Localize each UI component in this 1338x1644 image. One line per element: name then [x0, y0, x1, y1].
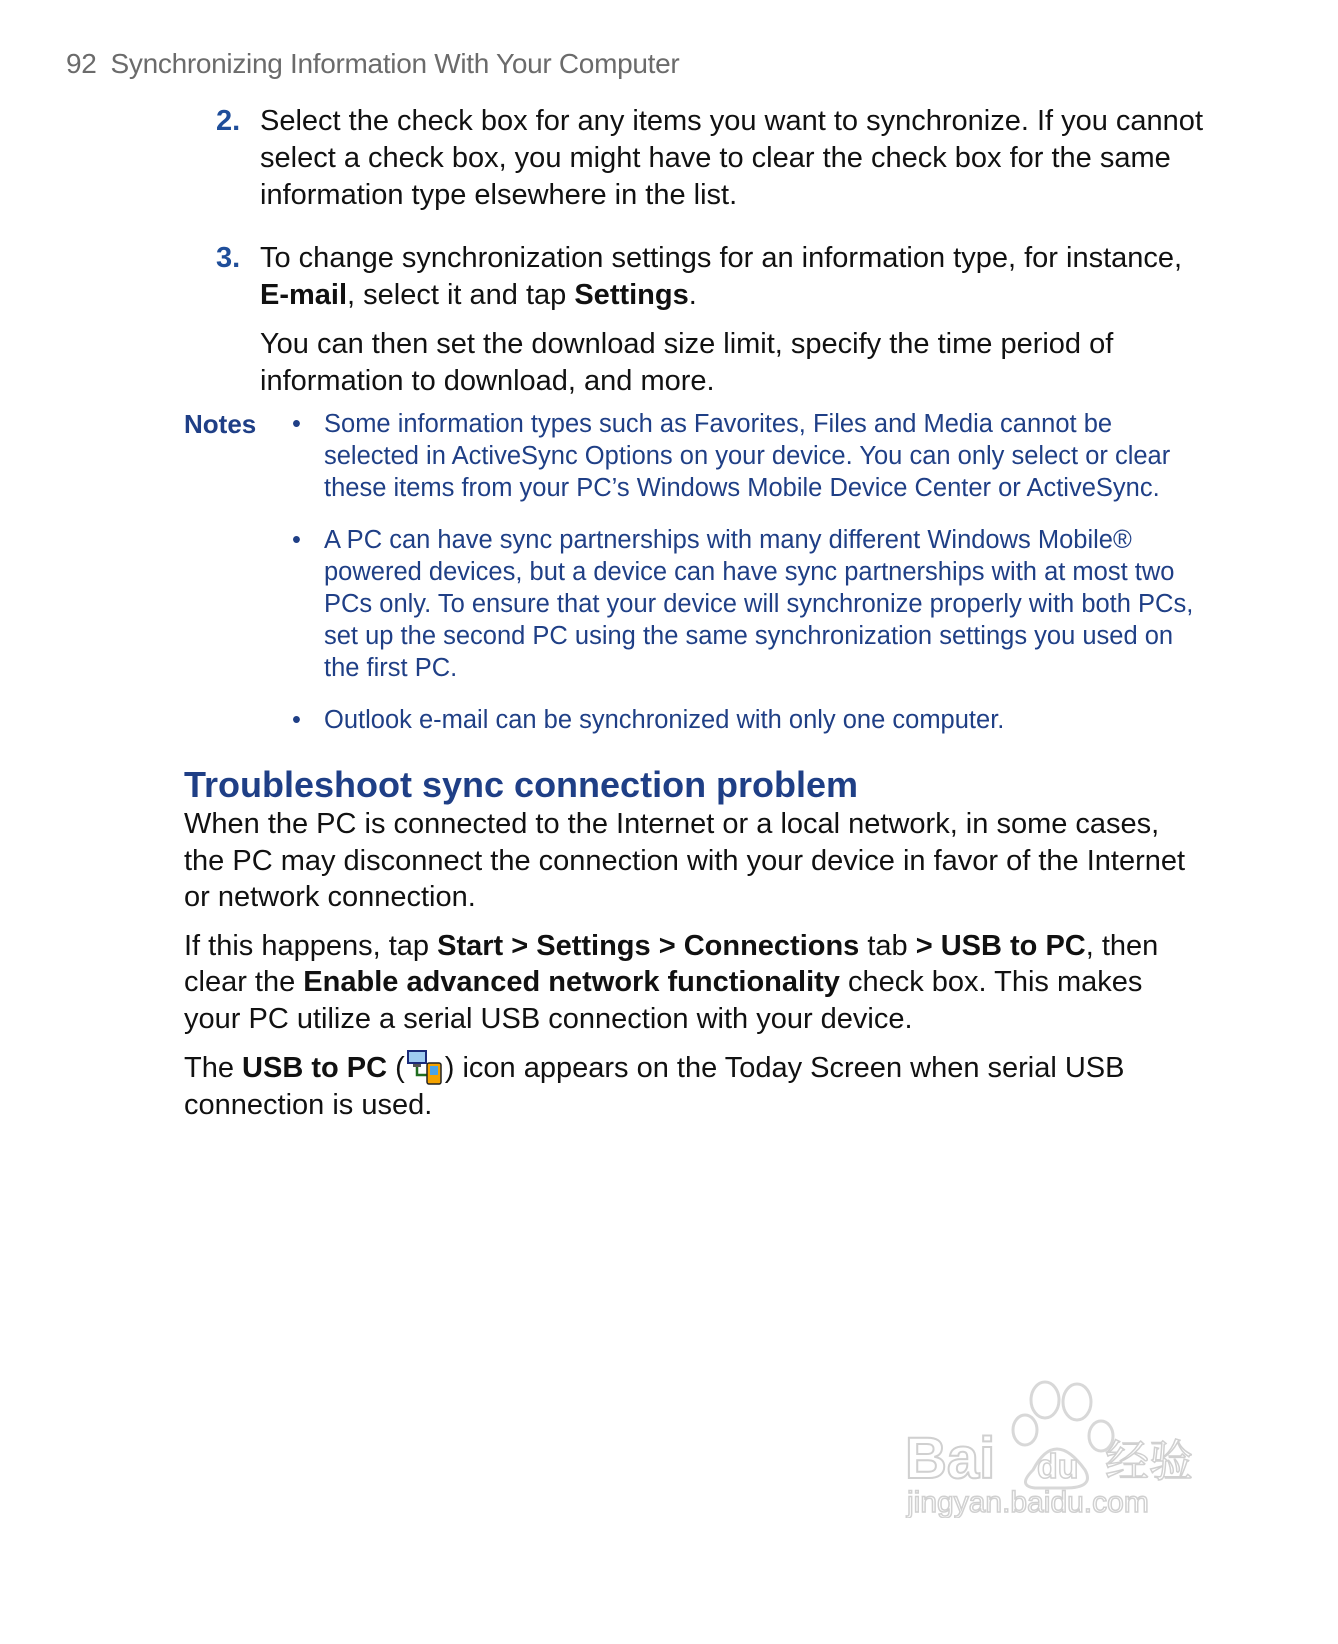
paragraph: When the PC is connected to the Internet or a local network, in some cases, the PC may disconnect the connection with your device in favor of the Internet or network connection. [184, 808, 1186, 913]
svg-text:du: du [1037, 1448, 1079, 1486]
notes-label: Notes [184, 409, 257, 439]
step-number: 2. [216, 105, 241, 137]
watermark-brand: Bai [905, 1426, 996, 1491]
troubleshoot-section [184, 764, 1194, 1135]
steps-list [216, 103, 1206, 426]
note-item: • Outlook e-mail can be synchronized with only one computer. [292, 706, 1005, 734]
step-text: Select the check box for any items you want to synchronize. If you cannot select a check box, you might have to clear the check box for the same information type elsewhere in the list. [260, 105, 1203, 211]
note-item: • Some information types such as Favorites, Files and Media cannot be selected in ActiveSync Options on your device. You can only select or clear these items from your PC’s Windows Mobile Device Center or ActiveSync. [292, 410, 1171, 502]
paragraph: The USB to PC ( ) icon appears on the Today Screen when serial USB connection is used. [184, 1049, 1194, 1123]
page-number: 92 [66, 48, 97, 79]
bullet-icon: • [292, 410, 301, 438]
chapter-title: Synchronizing Information With Your Computer [110, 48, 680, 79]
paragraph: If this happens, tap Start > Settings > Connections tab > USB to PC, then clear the Enable advanced network functionality check box. This makes your PC utilize a serial USB connection with your device. [184, 929, 1159, 1035]
step-number: 3. [216, 242, 241, 274]
section-heading: Troubleshoot sync connection problem [184, 764, 859, 805]
usb-to-pc-icon [405, 1049, 445, 1085]
note-item: • A PC can have sync partnerships with many different Windows Mobile® powered devices, but a device can have sync partnerships with at most two PCs only. To ensure that your device will synchronize properly with both PCs, set up the second PC using the same synchronization settings you used on the first PC. [292, 526, 1194, 682]
step-item [216, 240, 1206, 412]
page-header [66, 48, 679, 80]
email-term: E-mail [260, 279, 348, 311]
bullet-icon: • [292, 706, 301, 734]
watermark-cn: 经验 [1105, 1436, 1193, 1487]
settings-term: Settings [574, 279, 689, 311]
step-extra-text: You can then set the download size limit, specify the time period of information to download, and more. [260, 328, 1114, 397]
watermark-url: jingyan.baidu.com [907, 1486, 1149, 1518]
notes-block [184, 408, 1204, 756]
bullet-icon: • [292, 526, 301, 554]
step-text: To change synchronization settings for an information type, for instance, E-mail, select it and tap Settings. [260, 242, 1183, 311]
step-item [216, 103, 1206, 226]
baidu-watermark [905, 1378, 1205, 1518]
